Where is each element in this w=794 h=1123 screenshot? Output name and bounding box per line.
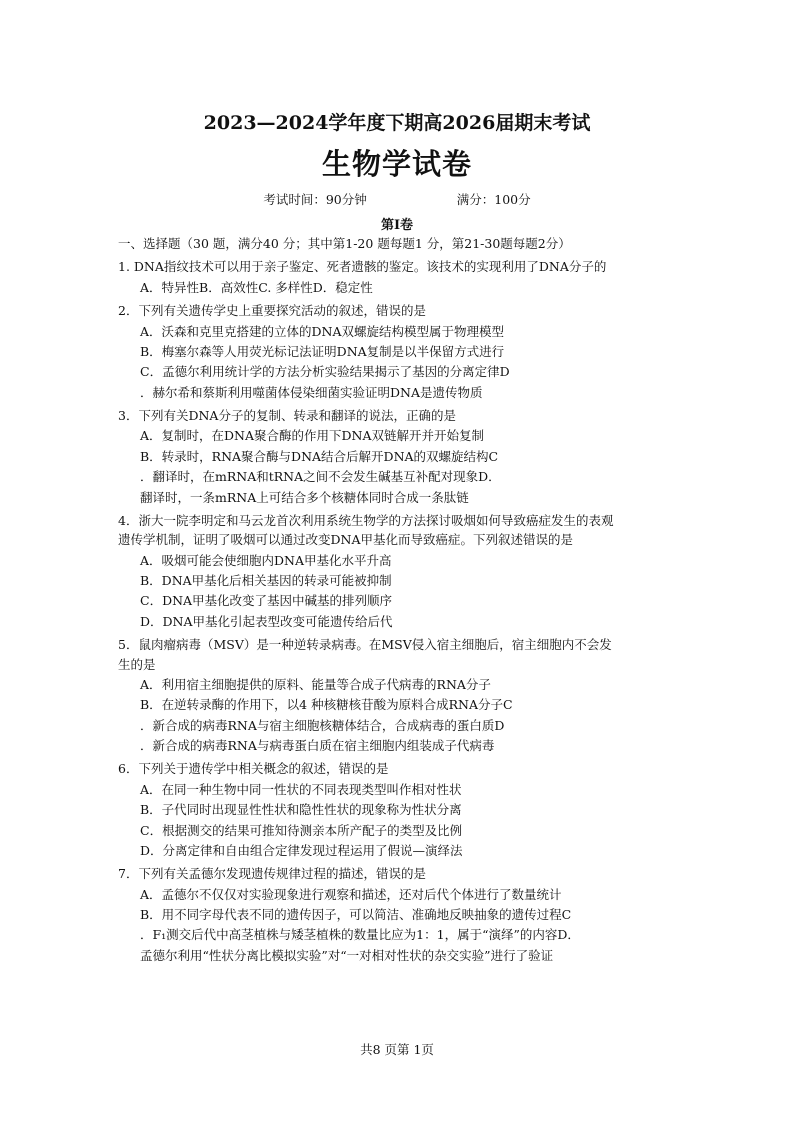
exam-meta bbox=[0, 190, 794, 208]
question-option: A．沃森和克里克搭建的立体的DNA双螺旋结构模型属于物理模型 bbox=[140, 323, 505, 339]
question-7 bbox=[118, 864, 678, 965]
question-option: ．翻译时，在mRNA和tRNA之间不会发生碱基互补配对现象D． bbox=[140, 469, 501, 485]
question-stem: 6．下列关于遗传学中相关概念的叙述，错误的是 bbox=[118, 761, 389, 777]
question-stem: 7．下列有关孟德尔发现遗传规律过程的描述，错误的是 bbox=[118, 866, 426, 882]
exam-score: 满分：100分 bbox=[456, 192, 531, 207]
question-option: D．分离定律和自由组合定律发现过程运用了假说—演绎法 bbox=[140, 842, 463, 858]
exam-time: 考试时间：90分钟 bbox=[263, 192, 367, 207]
question-stem: 3．下列有关DNA分子的复制、转录和翻译的说法，正确的是 bbox=[118, 408, 456, 423]
question-option: ．赫尔希和蔡斯利用噬菌体侵染细菌实验证明DNA是遗传物质 bbox=[140, 384, 483, 400]
question-stem: 遗传学机制，证明了吸烟可以通过改变DNA甲基化而导致癌症。下列叙述错误的是 bbox=[118, 532, 573, 548]
question-option: 孟德尔利用“性状分离比模拟实验”对“一对相对性状的杂交实验”进行了验证 bbox=[140, 947, 554, 963]
question-1 bbox=[118, 257, 678, 297]
question-option: C．孟德尔利用统计学的方法分析实验结果揭示了基因的分离定律D bbox=[140, 364, 510, 380]
question-option: B．子代同时出现显性性状和隐性性状的现象称为性状分离 bbox=[140, 802, 462, 818]
question-3 bbox=[118, 406, 678, 507]
question-stem: 4．浙大一院李明定和马云龙首次利用系统生物学的方法探讨吸烟如何导致癌症发生的表观 bbox=[118, 512, 614, 528]
question-option: A．复制时，在DNA聚合酶的作用下DNA双链解开并开始复制 bbox=[140, 428, 485, 444]
question-6 bbox=[118, 759, 678, 860]
question-stem: 5．鼠肉瘤病毒（MSV）是一种逆转录病毒。在MSV侵入宿主细胞后，宿主细胞内不会发 bbox=[118, 637, 612, 653]
question-option: B．转录时，RNA聚合酶与DNA结合后解开DNA的双螺旋结构C bbox=[140, 448, 499, 464]
question-option: B．在逆转录酶的作用下，以4 种核糖核苷酸为原料合成RNA分子C bbox=[140, 697, 513, 713]
question-2 bbox=[118, 301, 678, 402]
question-option: B．梅塞尔森等人用荧光标记法证明DNA复制是以半保留方式进行 bbox=[140, 343, 505, 359]
page-footer: 共8 页第 1页 bbox=[360, 1042, 434, 1057]
question-option: A．孟德尔不仅仅对实验现象进行观察和描述，还对后代个体进行了数量统计 bbox=[140, 886, 562, 902]
question-stem: 2．下列有关遗传学史上重要探究活动的叙述，错误的是 bbox=[118, 303, 426, 319]
part-heading: 第Ⅰ卷 bbox=[380, 218, 414, 233]
question-option: D．DNA甲基化引起表型改变可能遗传给后代 bbox=[140, 613, 393, 629]
question-option: B．DNA甲基化后相关基因的转录可能被抑制 bbox=[140, 573, 392, 588]
question-stem: 生的是 bbox=[118, 656, 156, 672]
question-option: ．新合成的病毒RNA与宿主细胞核糖体结合，合成病毒的蛋白质D bbox=[140, 717, 505, 733]
question-list bbox=[118, 234, 678, 965]
question-5 bbox=[118, 635, 678, 755]
question-option: 翻译时，一条mRNA上可结合多个核糖体同时合成一条肽链 bbox=[140, 489, 469, 505]
exam-title: 2023—2024学年度下期高2026届期末考试 bbox=[203, 112, 591, 134]
exam-subject-title: 生物学试卷 bbox=[321, 147, 472, 181]
question-option: A．利用宿主细胞提供的原料、能量等合成子代病毒的RNA分子 bbox=[140, 676, 491, 692]
question-4 bbox=[118, 511, 678, 631]
question-option: ．F₁测交后代中高茎植株与矮茎植株的数量比应为1：1，属于“演绎”的内容D． bbox=[140, 927, 580, 943]
question-stem: 1. DNA指纹技术可以用于亲子鉴定、死者遗骸的鉴定。该技术的实现利用了DNA分子的 bbox=[118, 259, 607, 275]
section-heading: 一、选择题（30 题，满分40 分；其中第1-20 题每题1 分，第21-30题每题2分） bbox=[118, 236, 571, 251]
questions bbox=[118, 257, 678, 965]
question-option: A．吸烟可能会使细胞内DNA甲基化水平升高 bbox=[140, 552, 392, 568]
question-option: ．新合成的病毒RNA与病毒蛋白质在宿主细胞内组装成子代病毒 bbox=[140, 738, 495, 753]
question-option: B．用不同字母代表不同的遗传因子，可以简洁、准确地反映抽象的遗传过程C bbox=[140, 907, 572, 922]
question-option: C．根据测交的结果可推知待测亲本所产配子的类型及比例 bbox=[140, 822, 463, 838]
question-option: A．在同一种生物中同一性状的不同表现类型叫作相对性状 bbox=[140, 781, 462, 797]
question-option: C．DNA甲基化改变了基因中碱基的排列顺序 bbox=[140, 593, 393, 609]
question-option: A．特异性B．高效性C. 多样性D．稳定性 bbox=[140, 279, 373, 295]
